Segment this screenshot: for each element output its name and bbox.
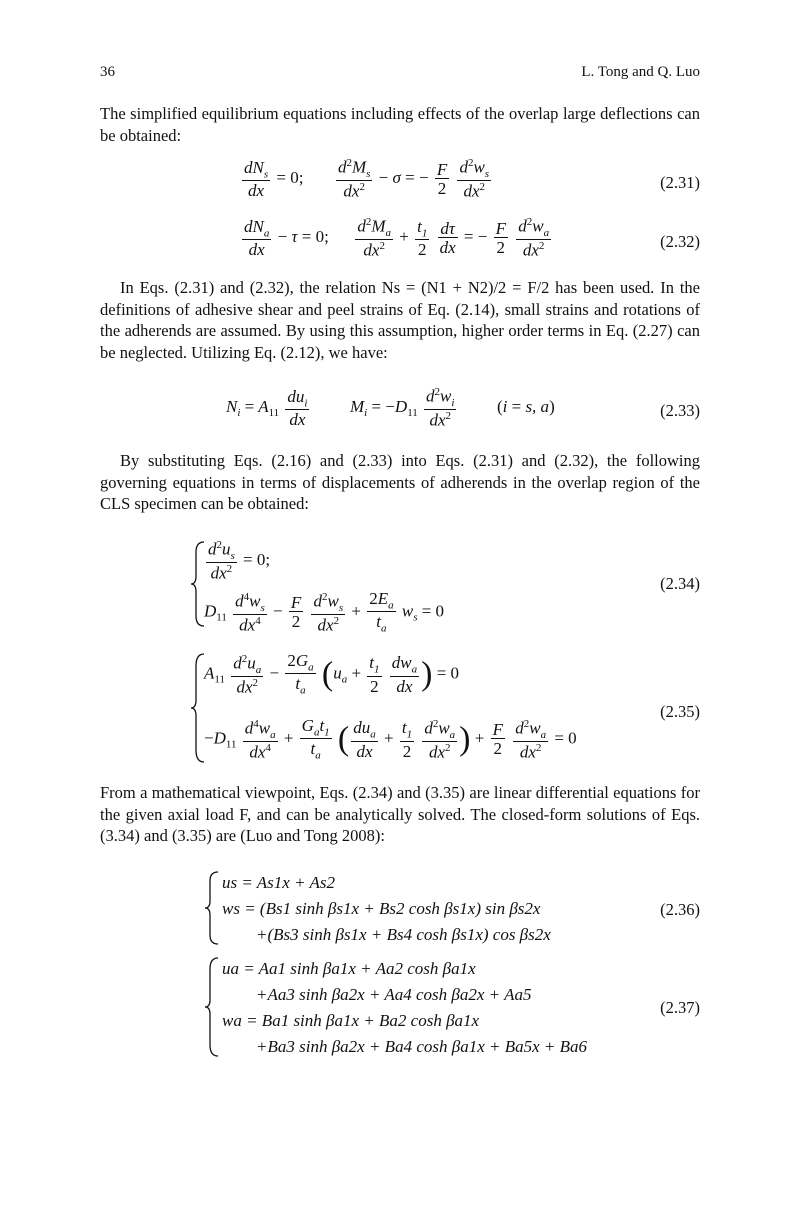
equation-2-37-line-4: +Ba3 sinh βa2x + Ba4 cosh βa1x + Ba5x + Ba6	[256, 1037, 587, 1056]
paragraph-relation: In Eqs. (2.31) and (2.32), the relation Ns = (N1 + N2)/2 = F/2 has been used. In the definitions of adhesive shear and peel strains of Eq. (2.14), small strains and rotations of the adherends are assumed. By using this assumption, higher order terms in Eq. (2.27) can be neglected. Utilizing Eq. (2.12), we have:	[100, 278, 700, 362]
equation-number: (2.33)	[660, 401, 700, 420]
equation-2-36-line-2: ws = (Bs1 sinh βs1x + Bs2 cosh βs1x) sin βs2x	[222, 899, 541, 918]
equation-2-31: $\frac{dN_s}{dx}$ = 0; $\frac{d^2M_s}{dx^2}$ − σ = − $\frac{F}{2}$ $\frac{d^2w_s}{dx^2}$	[244, 157, 490, 201]
equation-number: (2.37)	[660, 998, 700, 1017]
equation-2-36-line-1: us = As1x + As2	[222, 873, 335, 892]
equation-number: (2.36)	[660, 900, 700, 919]
left-brace	[204, 956, 220, 1058]
equation-number: (2.31)	[660, 173, 700, 192]
equation-2-37-line-3: wa = Ba1 sinh βa1x + Ba2 cosh βa1x	[222, 1011, 480, 1030]
paragraph-substitution: By substituting Eqs. (2.16) and (2.33) into Eqs. (2.31) and (2.32), the following governing equations in terms of displacements of adherends in the overlap region of the CLS specimen can be obtained:	[100, 451, 700, 513]
paragraph-intro: The simplified equilibrium equations including effects of the overlap large deflections can be obtained:	[100, 104, 700, 145]
paragraph-viewpoint: From a mathematical viewpoint, Eqs. (2.34) and (3.35) are linear differential equations for the given axial load F, and can be analytically solved. The closed-form solutions of Eqs. (3.34) and (3.35) are (Luo and Tong 2008):	[100, 783, 700, 845]
running-head-authors: L. Tong and Q. Luo	[581, 64, 700, 80]
left-brace	[204, 870, 220, 946]
equation-number: (2.34)	[660, 574, 700, 593]
equation-2-37-line-1: ua = Aa1 sinh βa1x + Aa2 cosh βa1x	[222, 959, 476, 978]
equation-2-33: $N_i = A_{11}$ $\frac{du_i}{dx}$ $M_i = -D_{11}$ $\frac{d^2w_i}{dx^2}$ (i = s, a)	[226, 386, 555, 430]
equation-2-36-line-3: +(Bs3 sinh βs1x + Bs4 cosh βs1x) cos βs2x	[256, 925, 551, 944]
equation-2-37-line-2: +Aa3 sinh βa2x + Aa4 cosh βa2x + Aa5	[256, 985, 532, 1004]
equation-2-32: $\frac{dN_a}{dx}$ − τ = 0; $\frac{d^2M_a}{dx^2}$ + $\frac{t_1}{2}$ $\frac{d\tau}{dx}$ = − $\frac{F}{2}$ $\frac{d^2w_a}{dx^2}$	[244, 216, 550, 260]
equation-number: (2.35)	[660, 702, 700, 721]
equation-number: (2.32)	[660, 232, 700, 251]
page-header	[100, 64, 700, 86]
page-number: 36	[100, 64, 115, 80]
